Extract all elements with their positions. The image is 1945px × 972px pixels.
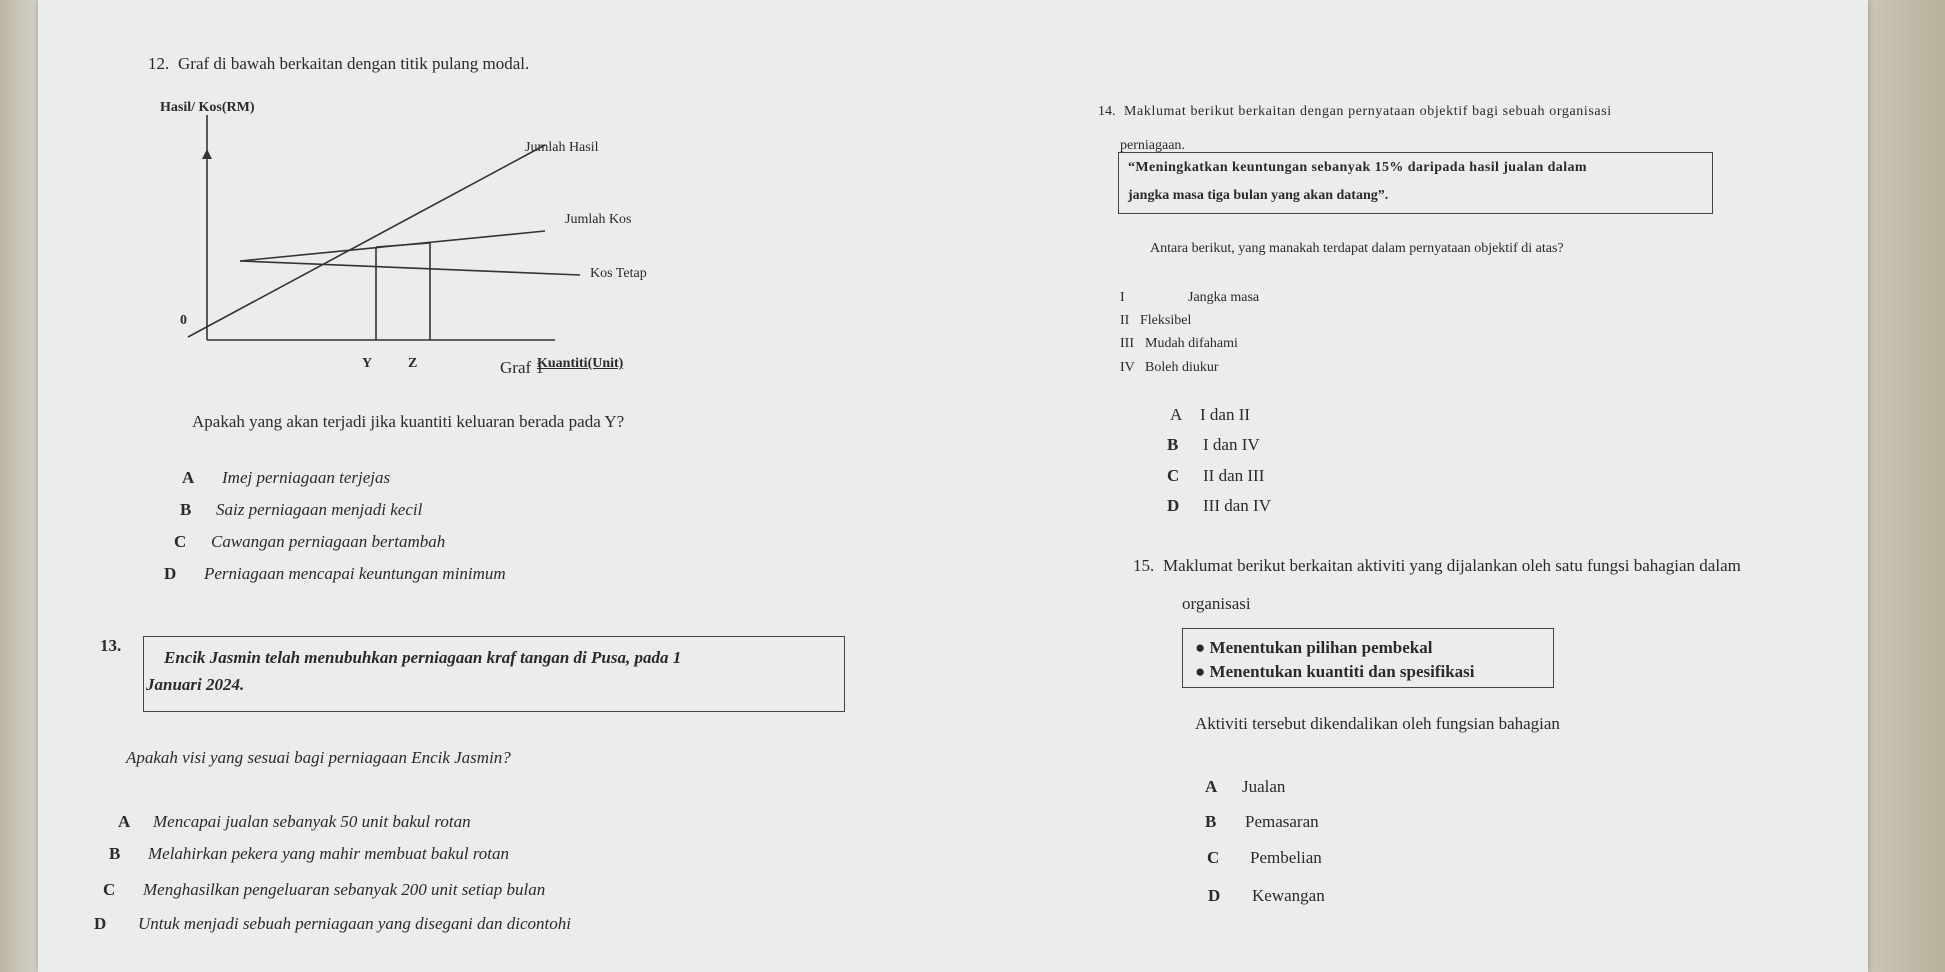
q14-option-d-letter: D <box>1167 496 1180 515</box>
graph-point-z: Z <box>408 356 418 371</box>
q14-intro-line2: perniagaan. <box>1120 138 1185 153</box>
q12-option-a-text: Imej perniagaan terjejas <box>222 468 391 487</box>
q14-option-a-letter: A <box>1170 405 1183 424</box>
q14-number: 14. <box>1098 104 1116 119</box>
q13-option-c-text: Menghasilkan pengeluaran sebanyak 200 unit setiap bulan <box>143 880 546 899</box>
q13-option-d-text: Untuk menjadi sebuah perniagaan yang disegani dan dicontohi <box>138 914 571 933</box>
q14-stmt-ii-text: Fleksibel <box>1140 313 1192 328</box>
q13-question: Apakah visi yang sesuai bagi perniagaan Encik Jasmin? <box>126 748 511 767</box>
q14-box-line2: jangka masa tiga bulan yang akan datang”. <box>1128 188 1389 203</box>
q15-bullet-2: ● Menentukan kuantiti dan spesifikasi <box>1195 662 1475 681</box>
q12-number: 12. <box>148 54 170 73</box>
q15-intro-line1: Maklumat berikut berkaitan aktiviti yang dijalankan oleh satu fungsi bahagian dalam <box>1163 556 1741 575</box>
q15-option-d-letter: D <box>1208 886 1221 905</box>
q14-option-a-text: I dan II <box>1200 405 1251 424</box>
graph-origin-label: 0 <box>180 313 187 328</box>
q15-option-b-letter: B <box>1205 812 1217 831</box>
graph-caption-text: Graf 1 <box>500 358 544 377</box>
q14-option-d-text: III dan IV <box>1203 496 1271 515</box>
q15-option-c-text: Pembelian <box>1250 848 1322 867</box>
q15-option-c-letter: C <box>1207 848 1220 867</box>
q15-question: Aktiviti tersebut dikendalikan oleh fungsian bahagian <box>1195 714 1560 733</box>
q12-option-c-text: Cawangan perniagaan bertambah <box>211 532 446 551</box>
graph-label-total-cost: Jumlah Kos <box>565 212 632 227</box>
q12-intro: Graf di bawah berkaitan dengan titik pulang modal. <box>178 54 530 73</box>
q14-box-line1: “Meningkatkan keuntungan sebanyak 15% daripada hasil jualan dalam <box>1128 160 1587 175</box>
q13-option-a-text: Mencapai jualan sebanyak 50 unit bakul rotan <box>153 812 471 831</box>
q14-stmt-iv-num: IV <box>1120 360 1135 375</box>
graph-label-fixed-cost: Kos Tetap <box>590 266 647 281</box>
q13-box-line2: Januari 2024. <box>146 675 245 694</box>
q15-intro-line2: organisasi <box>1182 594 1251 613</box>
q14-option-c-text: II dan III <box>1203 466 1265 485</box>
q12-option-b-letter: B <box>180 500 192 519</box>
q14-stmt-ii-num: II <box>1120 313 1130 328</box>
y-axis-arrow <box>202 149 212 159</box>
q14-option-c-letter: C <box>1167 466 1180 485</box>
q12-option-c-letter: C <box>174 532 187 551</box>
q14-option-b-letter: B <box>1167 435 1179 454</box>
graph-x-axis-label: Kuantiti(Unit) <box>537 356 624 371</box>
q13-box-line1: Encik Jasmin telah menubuhkan perniagaan kraf tangan di Pusa, pada 1 <box>164 648 682 667</box>
q15-option-a-letter: A <box>1205 777 1218 796</box>
q13-option-a-letter: A <box>118 812 131 831</box>
q15-bullet-1: ● Menentukan pilihan pembekal <box>1195 638 1433 657</box>
q12-option-a-letter: A <box>182 468 195 487</box>
q13-option-d-letter: D <box>94 914 107 933</box>
q13-option-b-letter: B <box>109 844 121 863</box>
q15-option-b-text: Pemasaran <box>1245 812 1319 831</box>
total-revenue-line <box>188 145 545 337</box>
q15-bullet-1-text: Menentukan pilihan pembekal <box>1209 638 1433 657</box>
q14-stmt-iii-text: Mudah difahami <box>1145 336 1238 351</box>
q14-stmt-i-num: I <box>1120 290 1125 305</box>
q13-number: 13. <box>100 636 122 655</box>
q14-stmt-i-text: Jangka masa <box>1188 290 1260 305</box>
graph-label-total-revenue: Jumlah Hasil <box>525 140 599 155</box>
q15-option-d-text: Kewangan <box>1252 886 1325 905</box>
q13-option-c-letter: C <box>103 880 116 899</box>
q14-intro-line1: Maklumat berikut berkaitan dengan pernyataan objektif bagi sebuah organisasi <box>1124 104 1612 119</box>
q12-option-d-text: Perniagaan mencapai keuntungan minimum <box>204 564 506 583</box>
q14-stmt-iv-text: Boleh diukur <box>1145 360 1219 375</box>
break-even-graph <box>180 115 700 375</box>
graph-y-axis-label: Hasil/ Kos(RM) <box>160 100 255 115</box>
q15-option-a-text: Jualan <box>1242 777 1286 796</box>
fixed-cost-line <box>240 261 580 275</box>
q12-option-d-letter: D <box>164 564 177 583</box>
q14-stmt-iii-num: III <box>1120 336 1134 351</box>
q12-option-b-text: Saiz perniagaan menjadi kecil <box>216 500 423 519</box>
q15-number: 15. <box>1133 556 1155 575</box>
q13-option-b-text: Melahirkan pekera yang mahir membuat bakul rotan <box>148 844 510 863</box>
q14-question: Antara berikut, yang manakah terdapat dalam pernyataan objektif di atas? <box>1150 241 1564 256</box>
q15-bullet-2-text: Menentukan kuantiti dan spesifikasi <box>1209 662 1475 681</box>
graph-point-y: Y <box>362 356 373 371</box>
bep-bracket <box>376 243 430 247</box>
q12-question: Apakah yang akan terjadi jika kuantiti keluaran berada pada Y? <box>192 412 625 431</box>
q14-option-b-text: I dan IV <box>1203 435 1260 454</box>
